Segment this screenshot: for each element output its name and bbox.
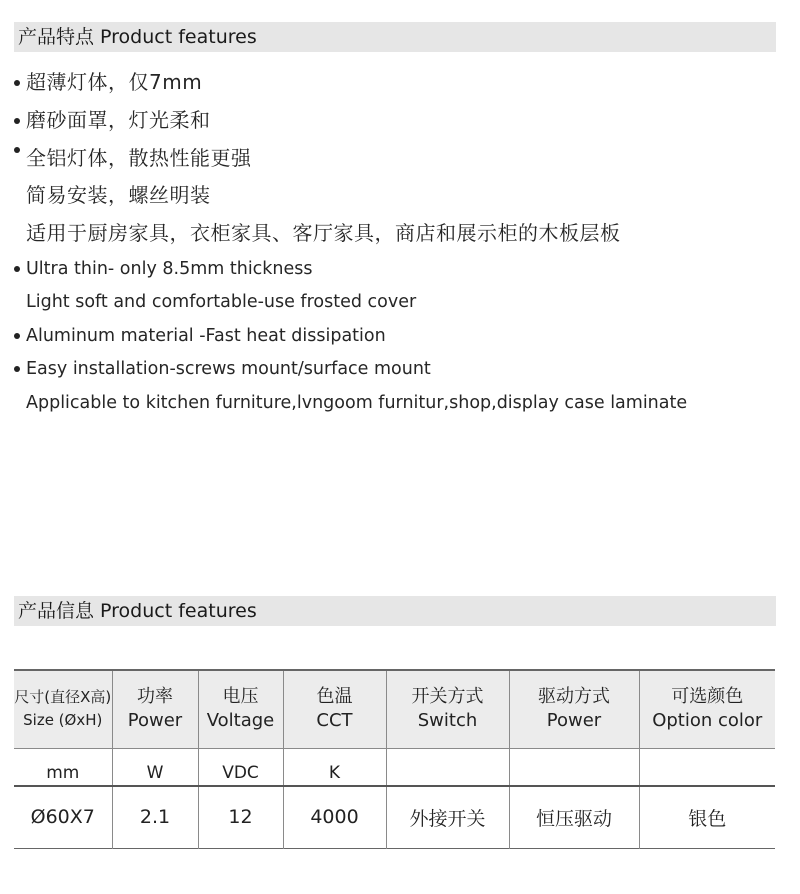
header-cell-cct: 色温 CCT xyxy=(283,670,386,748)
unit-cell xyxy=(639,748,775,786)
bullet-dot xyxy=(14,147,20,153)
value-cell-driver: 恒压驱动 xyxy=(509,786,639,848)
header-cell-driver: 驱动方式 Power xyxy=(509,670,639,748)
feature-text: Aluminum material -Fast heat dissipation xyxy=(26,325,386,346)
spec-table xyxy=(14,669,775,849)
feature-item-cn-4 xyxy=(10,179,790,217)
header-cell-switch: 开关方式 Switch xyxy=(386,670,509,748)
feature-item-cn-5 xyxy=(10,217,790,255)
bullet-dot xyxy=(14,80,20,86)
unit-cell: K xyxy=(283,748,386,786)
feature-list xyxy=(10,66,790,422)
value-cell-color: 银色 xyxy=(639,786,775,848)
feature-text: 磨砂面罩，灯光柔和 xyxy=(26,107,211,132)
section-header-info xyxy=(14,596,776,626)
bullet-dot xyxy=(14,333,20,339)
value-cell-switch: 外接开关 xyxy=(386,786,509,848)
feature-text: Easy installation-screws mount/surface mount xyxy=(26,359,431,380)
value-cell-power: 2.1 xyxy=(112,786,198,848)
header-cell-size: 尺寸(直径X高) Size (ØxH) xyxy=(14,670,112,748)
table-units-row xyxy=(14,748,775,786)
table-header-row xyxy=(14,670,775,748)
feature-text: 超薄灯体，仅7mm xyxy=(26,70,203,94)
bullet-dot xyxy=(14,266,20,272)
feature-text: Applicable to kitchen furniture,lvngoom furnitur,shop,display case laminate xyxy=(26,392,688,413)
feature-text: 全铝灯体，散热性能更强 xyxy=(26,145,252,170)
feature-text: Ultra thin- only 8.5mm thickness xyxy=(26,258,313,279)
feature-item-en-1 xyxy=(10,255,790,289)
unit-cell xyxy=(386,748,509,786)
header-cell-color: 可选颜色 Option color xyxy=(639,670,775,748)
value-cell-cct: 4000 xyxy=(283,786,386,848)
feature-item-cn-1 xyxy=(10,66,790,104)
section-header-features xyxy=(14,22,776,52)
unit-cell: W xyxy=(112,748,198,786)
feature-item-en-5 xyxy=(10,389,790,423)
table-row xyxy=(14,786,775,848)
feature-text: 简易安装，螺丝明装 xyxy=(26,183,211,208)
unit-cell xyxy=(509,748,639,786)
feature-text: 适用于厨房家具，衣柜家具、客厅家具，商店和展示柜的木板层板 xyxy=(26,221,621,246)
feature-item-cn-2 xyxy=(10,104,790,142)
value-cell-size: Ø60X7 xyxy=(30,806,95,829)
header-cell-power: 功率 Power xyxy=(112,670,198,748)
bullet-dot xyxy=(14,118,20,124)
feature-item-en-2 xyxy=(10,288,790,322)
bullet-dot xyxy=(14,366,20,372)
feature-item-en-3 xyxy=(10,322,790,356)
header-cell-voltage: 电压 Voltage xyxy=(198,670,283,748)
unit-cell: mm xyxy=(46,762,80,783)
feature-text: Light soft and comfortable-use frosted cover xyxy=(26,292,417,313)
section-title: 产品信息 Product features xyxy=(18,600,257,622)
feature-item-cn-3 xyxy=(10,142,790,180)
feature-item-en-4 xyxy=(10,355,790,389)
section-title: 产品特点 Product features xyxy=(18,26,257,48)
unit-cell: VDC xyxy=(198,748,283,786)
value-cell-voltage: 12 xyxy=(198,786,283,848)
